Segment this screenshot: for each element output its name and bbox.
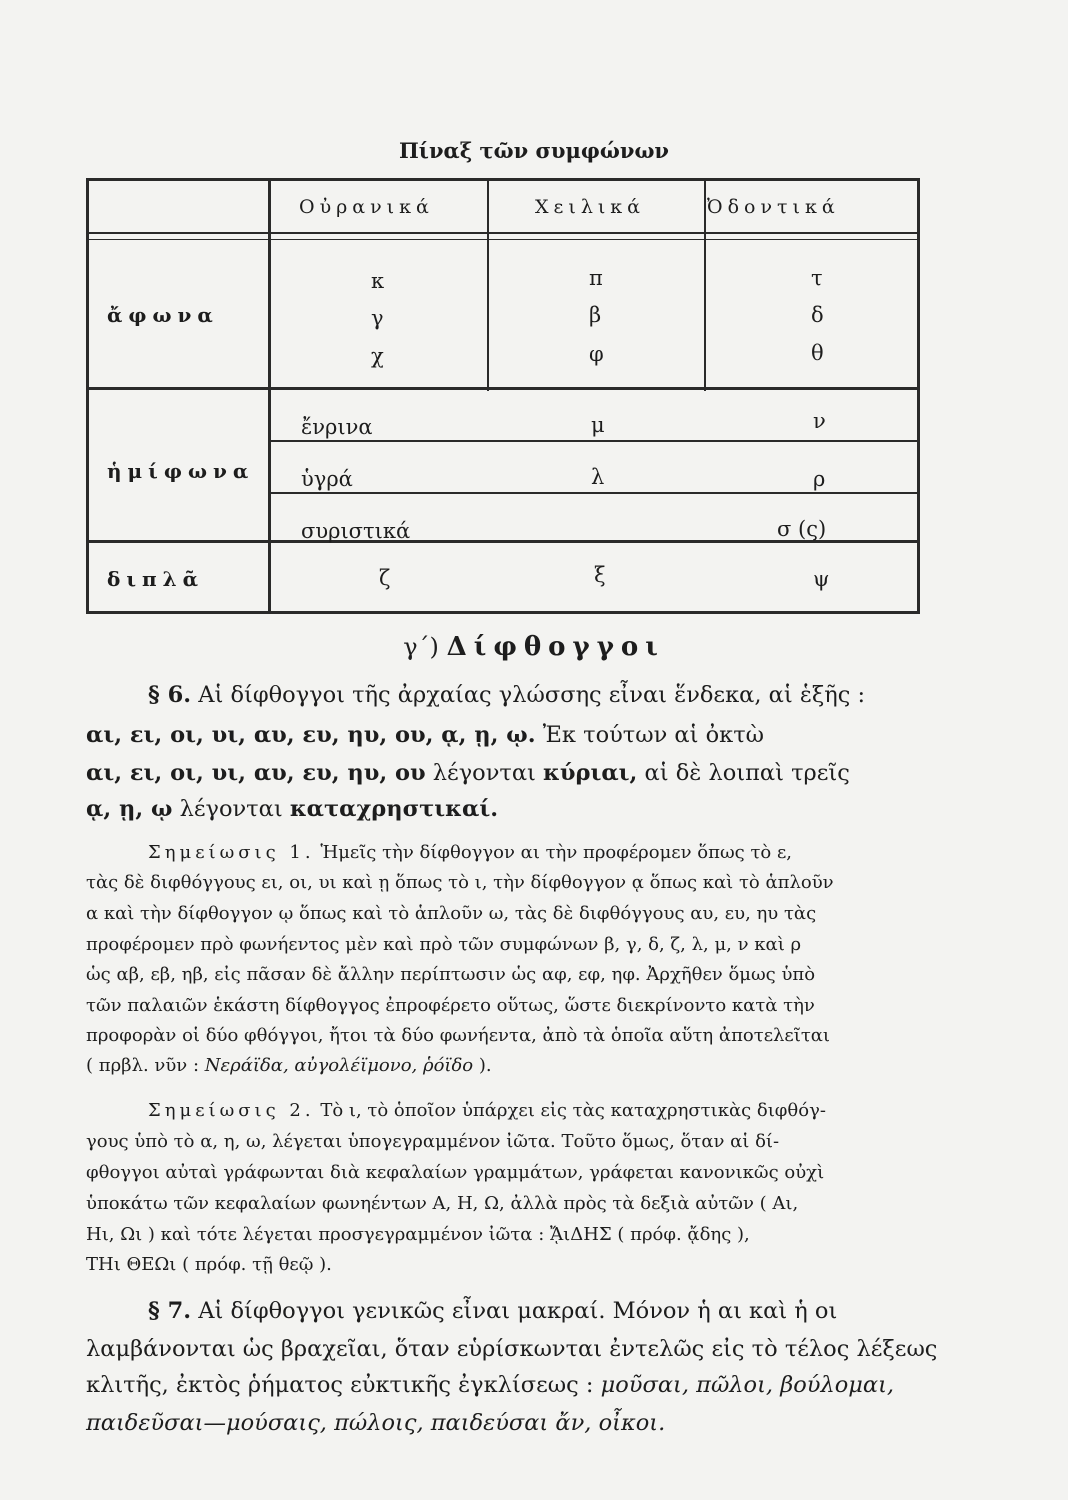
cell-zeta: ζ [379,566,391,590]
note1-line-1 [148,842,792,863]
note2-line-6: ΤΗι ΘΕΩι ( πρόφ. τῇ θεῷ ). [86,1254,332,1275]
note1-examples: Νεράϊδα, αὐγολέϊμονο, ῥόϊδο [204,1055,474,1076]
cell-odontika-2: δ [811,303,824,327]
para7-text-3: κλιτῆς, ἐκτὸς ῥήματος εὐκτικῆς ἐγκλίσεως : [86,1372,594,1398]
section-heading-number: γ΄) [403,633,439,661]
note1-line-6: τῶν παλαιῶν ἑκάστη δίφθογγος ἐπροφέρετο οὕτως, ὥστε διεκρίνοντο κατὰ τὴν [86,995,815,1016]
cell-cheilika-2: β [589,303,602,327]
para6-term-kyriai: κύριαι, [543,760,638,786]
header-odontika: Ὀδοντικά [707,196,840,218]
note2-label: Σημείωσις 2. [148,1100,315,1121]
note1-line-2: τὰς δὲ διφθόγγους ει, οι, υι καὶ ῃ ὅπως τὸ ι, τὴν δίφθογγον ᾳ ὅπως καὶ τὸ ἁπλοῦν [86,872,834,893]
subrow-name-ygra: ὑγρά [301,467,353,491]
col-divider-label [268,181,271,612]
note1-line-5: ὡς αβ, εβ, ηβ, εἰς πᾶσαν δὲ ἄλλην περίπτωσιν ὡς αφ, εφ, ηφ. Ἀρχῆθεν ὅμως ὑπὸ [86,964,816,985]
note1-text-1: Ἡμεῖς τὴν δίφθογγον αι τὴν προφέρομεν ὅπως τὸ ε, [320,842,793,863]
note1-text-8b: ). [478,1055,492,1076]
para7-line-1 [148,1298,837,1324]
row-label-dipla: διπλᾶ [107,567,205,591]
cell-xi: ξ [594,563,606,587]
table-title: Πίναξ τῶν συμφώνων [398,138,670,163]
row-rule-afona [89,387,917,390]
note1-text-8a: ( πρβλ. νῦν : [86,1055,200,1076]
para6-text-3b: αἱ δὲ λοιπαὶ τρεῖς [644,760,850,786]
cell-ouranika-2: γ [371,306,384,330]
cell-psi: ψ [813,567,830,591]
consonants-table [86,178,920,614]
para6-number: § 6. [148,682,192,708]
para6-line-1 [148,682,865,708]
subrow-name-syristika: συριστικά [301,519,411,543]
cell-odontika-1: τ [811,266,823,290]
col-divider-2 [704,181,706,391]
para6-text-2: Ἐκ τούτων αἱ ὀκτὼ [542,722,764,748]
para7-line-2: λαμβάνονται ὡς βραχεῖαι, ὅταν εὑρίσκωνται ἐντελῶς εἰς τὸ τέλος λέξεως [86,1336,938,1362]
cell-nu: ν [813,409,826,433]
para7-number: § 7. [148,1298,192,1324]
para7-line-4 [86,1410,665,1436]
note2-line-3: φθογγοι αὐταὶ γράφωνται διὰ κεφαλαίων γραμμάτων, γράφεται κανονικῶς οὐχὶ [86,1162,825,1183]
para6-term-katachr: καταχρηστικαί. [289,796,499,822]
header-rule-2 [89,239,917,240]
para6-text-1: Αἱ δίφθογγοι τῆς ἀρχαίας γλώσσης εἶναι ἕνδεκα, αἱ ἑξῆς : [198,682,866,708]
cell-odontika-3: θ [811,341,824,365]
col-divider-1 [487,181,489,391]
header-ouranika: Οὐρανικά [299,196,434,218]
para7-line-3 [86,1372,894,1398]
para6-diphthongs-kyriai: αι, ει, οι, υι, αυ, ευ, ηυ, ου [86,760,426,786]
cell-cheilika-1: π [589,266,603,290]
note2-line-1 [148,1100,826,1121]
para7-text-1: Αἱ δίφθογγοι γενικῶς εἶναι μακραί. Μόνον ἡ αι καὶ ἡ οι [198,1298,838,1324]
note2-text-1: Τὸ ι, τὸ ὁποῖον ὑπάρχει εἰς τὰς καταχρηστικὰς διφθόγ- [320,1100,826,1121]
cell-sigma: σ (ς) [777,517,827,541]
note1-line-4: προφέρομεν πρὸ φωνήεντος μὲν καὶ πρὸ τῶν συμφώνων β, γ, δ, ζ, λ, μ, ν καὶ ρ [86,934,802,955]
cell-mu: μ [591,413,605,437]
cell-ouranika-1: κ [371,269,385,293]
note1-line-3: α καὶ τὴν δίφθογγον ῳ ὅπως καὶ τὸ ἁπλοῦν ω, τὰς δὲ διφθόγγους αυ, ευ, ηυ τὰς [86,903,817,924]
para6-diphthongs-all: αι, ει, οι, υι, αυ, ευ, ηυ, ου, ᾳ, ῃ, ῳ. [86,722,536,748]
subrow-name-enrina: ἔνρινα [301,415,373,439]
note1-label: Σημείωσις 1. [148,842,315,863]
para6-text-3a: λέγονται [432,760,536,786]
section-heading-title: Δίφθογγοι [446,632,665,662]
para6-diphthongs-katachr: ᾳ, ῃ, ῳ [86,796,173,822]
note1-line-8 [86,1055,492,1076]
subrow-rule-2 [269,492,917,494]
header-rule-1 [89,232,917,234]
para6-line-4 [86,796,498,822]
cell-cheilika-3: φ [589,342,604,366]
cell-ouranika-3: χ [371,344,384,368]
note2-line-2: γους ὑπὸ τὸ α, η, ω, λέγεται ὑπογεγραμμένον ἰῶτα. Τοῦτο ὅμως, ὅταν αἱ δί- [86,1131,780,1152]
cell-lambda: λ [591,465,605,489]
para6-text-4: λέγονται [179,796,283,822]
note1-line-7: προφορὰν οἱ δύο φθόγγοι, ἤτοι τὰ δύο φωνήεντα, ἀπὸ τὰ ὁποῖα αὕτη ἀποτελεῖται [86,1025,830,1046]
para7-examples-1: μοῦσαι, πῶλοι, βούλομαι, [600,1372,895,1398]
row-label-afona: ἄφωνα [107,303,219,327]
para6-line-2 [86,722,764,748]
subrow-rule-1 [269,440,917,442]
header-cheilika: Χειλικά [535,196,646,218]
section-heading [0,632,1068,662]
row-label-imifona: ἡμίφωνα [107,459,255,483]
para6-line-3 [86,760,850,786]
note2-line-5: Ηι, Ωι ) καὶ τότε λέγεται προσγεγραμμένον ἰῶτα : ᾌιΔΗΣ ( πρόφ. ᾄδης ), [86,1224,750,1245]
note2-line-4: ὑποκάτω τῶν κεφαλαίων φωνηέντων Α, Η, Ω, ἀλλὰ πρὸς τὰ δεξιὰ αὐτῶν ( Αι, [86,1193,799,1214]
cell-rho: ρ [813,467,826,491]
para7-examples-2: παιδεῦσαι—μούσαις, πώλοις, παιδεύσαι ἄν, οἶκοι. [86,1410,666,1436]
